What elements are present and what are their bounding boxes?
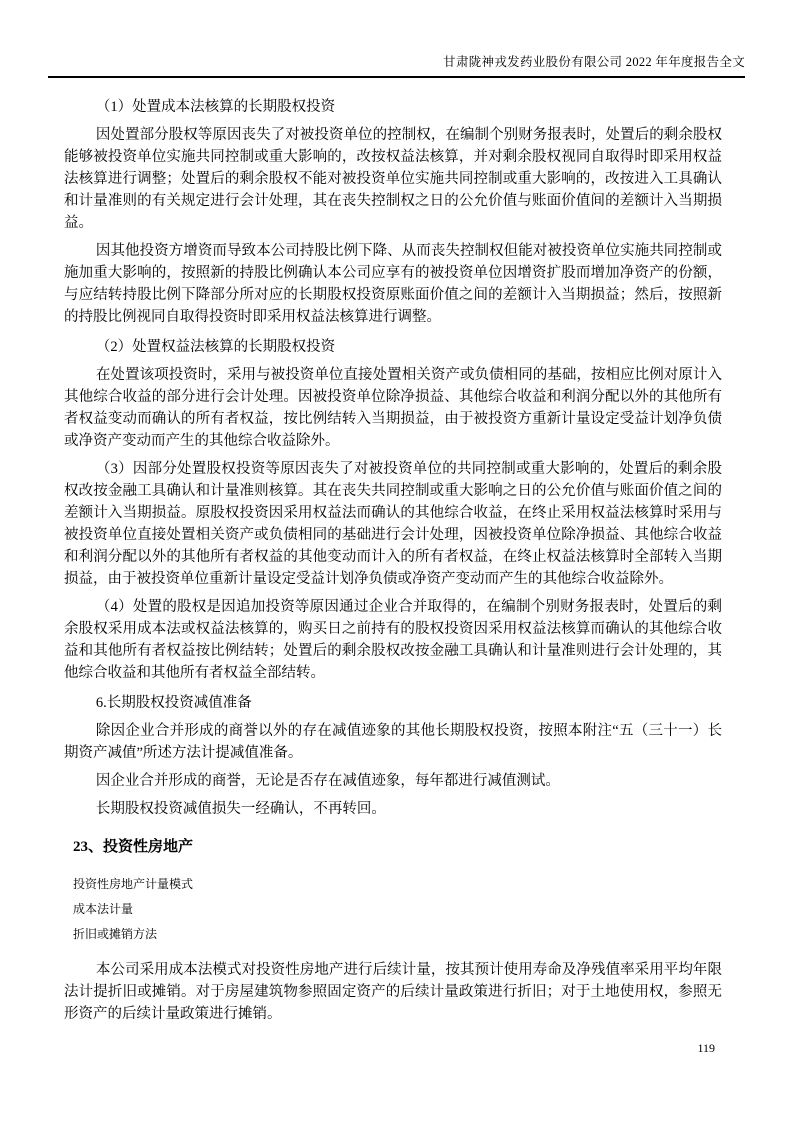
label-depreciation-amortization-method: 折旧或摊销方法 [73, 927, 158, 941]
paragraph-equity-method-disposal: 在处置该项投资时，采用与被投资单位直接处置相关资产或负债相同的基础，按相应比例对原计入其他综合收益的部分进行会计处理。因被投资单位除净损益、其他综合收益和利润分配以外的其他所有者权益变动而确认的所有者权益，按比例结转入当期损益，由于被投资方重新计量设定受益计划净负债或净资产变动而产生的其他综合收益除外。 [64, 367, 722, 449]
investment-property-labels [64, 872, 722, 947]
document-content [64, 88, 722, 1031]
page-number: 119 [697, 1041, 715, 1055]
paragraph-goodwill-impairment-test: 因企业合并形成的商誉，无论是否存在减值迹象，每年都进行减值测试。 [95, 773, 560, 789]
label-measurement-model: 投资性房地产计量模式 [73, 877, 194, 891]
header-title: 甘肃陇神戎发药业股份有限公司 2022 年年度报告全文 [443, 55, 745, 69]
paragraph-impairment-method: 除因企业合并形成的商誉以外的存在减值迹象的其他长期股权投资，按照本附注“五（三十一）长期资产减值”所述方法计提减值准备。 [64, 723, 722, 761]
paragraph-4-business-combination-disposal: （4）处置的股权是因追加投资等原因通过企业合并取得的，在编制个别财务报表时，处置后的剩余股权采用成本法或权益法核算的，购买日之前持有的股权投资因采用权益法核算而确认的其他综合收益和其他所有者权益按比例结转；处置后的剩余股权改按金融工具确认和计量准则进行会计处理的，其他综合收益和其他所有者权益全部结转。 [64, 599, 722, 681]
page-header [48, 54, 745, 78]
paragraph-impairment-no-reversal: 长期股权投资减值损失一经确认，不再转回。 [95, 801, 386, 817]
subheading-6-impairment-provision: 6.长期股权投资减值准备 [95, 695, 252, 711]
subheading-2-equity-method-disposal: （2）处置权益法核算的长期股权投资 [95, 339, 336, 355]
label-cost-method: 成本法计量 [73, 902, 134, 916]
subheading-1-disposal-cost-method: （1）处置成本法核算的长期股权投资 [95, 99, 336, 115]
paragraph-investment-property-policy: 本公司采用成本法模式对投资性房地产进行后续计量，按其预计使用寿命及净残值率采用平均年限法计提折旧或摊销。对于房屋建筑物参照固定资产的后续计量政策进行折旧；对于土地使用权，参照无形资产的后续计量政策进行摊销。 [64, 962, 722, 1022]
paragraph-loss-of-control: 因处置部分股权等原因丧失了对被投资单位的控制权，在编制个别财务报表时，处置后的剩余股权能够被投资单位实施共同控制或重大影响的，改按权益法核算，并对剩余股权视同自取得时即采用权益法核算进行调整；处置后的剩余股权不能对被投资单位实施共同控制或重大影响的，改按进入工具确认和计量准则的有关规定进行会计处理，其在丧失控制权之日的公允价值与账面价值间的差额计入当期损益。 [64, 127, 722, 231]
section-heading-23-investment-property: 23、投资性房地产 [73, 839, 194, 855]
paragraph-capital-increase-dilution: 因其他投资方增资而导致本公司持股比例下降、从而丧失控制权但能对被投资单位实施共同控制或施加重大影响的，按照新的持股比例确认本公司应享有的被投资单位因增资扩股而增加净资产的份额，与应结转持股比例下降部分所对应的长期股权投资原账面价值之间的差额计入当期损益；然后，按照新的持股比例视同自取得投资时即采用权益法核算进行调整。 [64, 243, 722, 325]
paragraph-3-loss-of-joint-control: （3）因部分处置股权投资等原因丧失了对被投资单位的共同控制或重大影响的，处置后的剩余股权改按金融工具确认和计量准则核算。其在丧失共同控制或重大影响之日的公允价值与账面价值之间的差额计入当期损益。原股权投资因采用权益法而确认的其他综合收益，在终止采用权益法核算时采用与被投资单位直接处置相关资产或负债相同的基础进行会计处理，因被投资单位除净损益、其他综合收益和利润分配以外的其他所有者权益的其他变动而计入的所有者权益，在终止权益法核算时全部转入当期损益，由于被投资单位重新计量设定受益计划净负债或净资产变动而产生的其他综合收益除外。 [64, 461, 722, 587]
